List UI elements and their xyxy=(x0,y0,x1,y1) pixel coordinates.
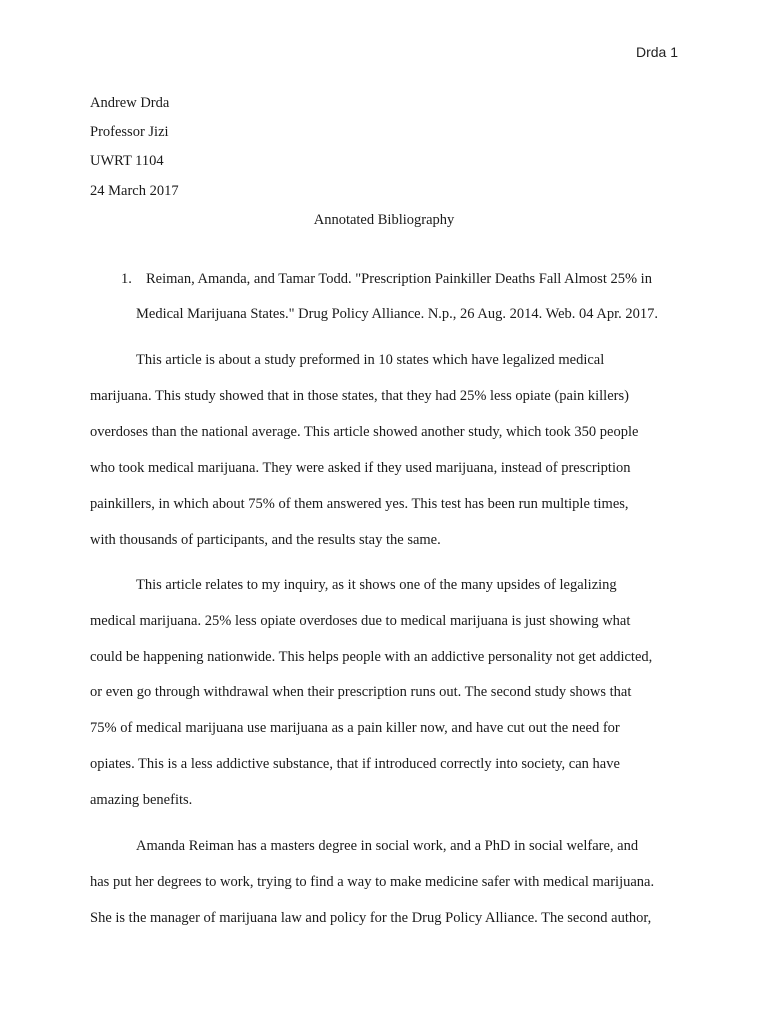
date: 24 March 2017 xyxy=(90,183,179,199)
document-title: Annotated Bibliography xyxy=(313,212,455,228)
paragraph-line: opiates. This is a less addictive substance, that if introduced correctly into society, can have xyxy=(90,756,620,772)
paragraph-line: could be happening nationwide. This helps people with an addictive personality not get addicted, xyxy=(90,649,653,665)
paragraph-line: has put her degrees to work, trying to find a way to make medicine safer with medical marijuana. xyxy=(90,874,655,890)
course-code: UWRT 1104 xyxy=(90,153,164,169)
running-head: Drda 1 xyxy=(635,44,678,60)
paragraph-line: amazing benefits. xyxy=(90,792,193,808)
paragraph-line: overdoses than the national average. This article showed another study, which took 350 people xyxy=(90,424,639,440)
author-name: Andrew Drda xyxy=(90,95,170,111)
paragraph-line: 75% of medical marijuana use marijuana as a pain killer now, and have cut out the need for xyxy=(90,720,620,736)
paragraph-line: She is the manager of marijuana law and policy for the Drug Policy Alliance. The second author, xyxy=(90,910,652,926)
paragraph-line: This article relates to my inquiry, as it shows one of the many upsides of legalizing xyxy=(136,577,617,593)
paragraph-line: medical marijuana. 25% less opiate overdoses due to medical marijuana is just showing what xyxy=(90,613,631,629)
paragraph-line: Amanda Reiman has a masters degree in social work, and a PhD in social welfare, and xyxy=(136,838,639,854)
paragraph-line: painkillers, in which about 75% of them answered yes. This test has been run multiple times, xyxy=(90,496,629,512)
citation-line: Reiman, Amanda, and Tamar Todd. "Prescription Painkiller Deaths Fall Almost 25% in xyxy=(146,271,652,287)
citation-line: Medical Marijuana States." Drug Policy Alliance. N.p., 26 Aug. 2014. Web. 04 Apr. 2017. xyxy=(136,306,658,322)
entry-number: 1. xyxy=(121,271,132,287)
paragraph-line: or even go through withdrawal when their prescription runs out. The second study shows that xyxy=(90,684,632,700)
paragraph-line: This article is about a study preformed in 10 states which have legalized medical xyxy=(136,352,605,368)
paragraph-line: who took medical marijuana. They were asked if they used marijuana, instead of prescription xyxy=(90,460,631,476)
professor-name: Professor Jizi xyxy=(90,124,169,140)
paragraph-line: marijuana. This study showed that in those states, that they had 25% less opiate (pain killers) xyxy=(90,388,629,404)
paragraph-line: with thousands of participants, and the results stay the same. xyxy=(90,532,441,548)
